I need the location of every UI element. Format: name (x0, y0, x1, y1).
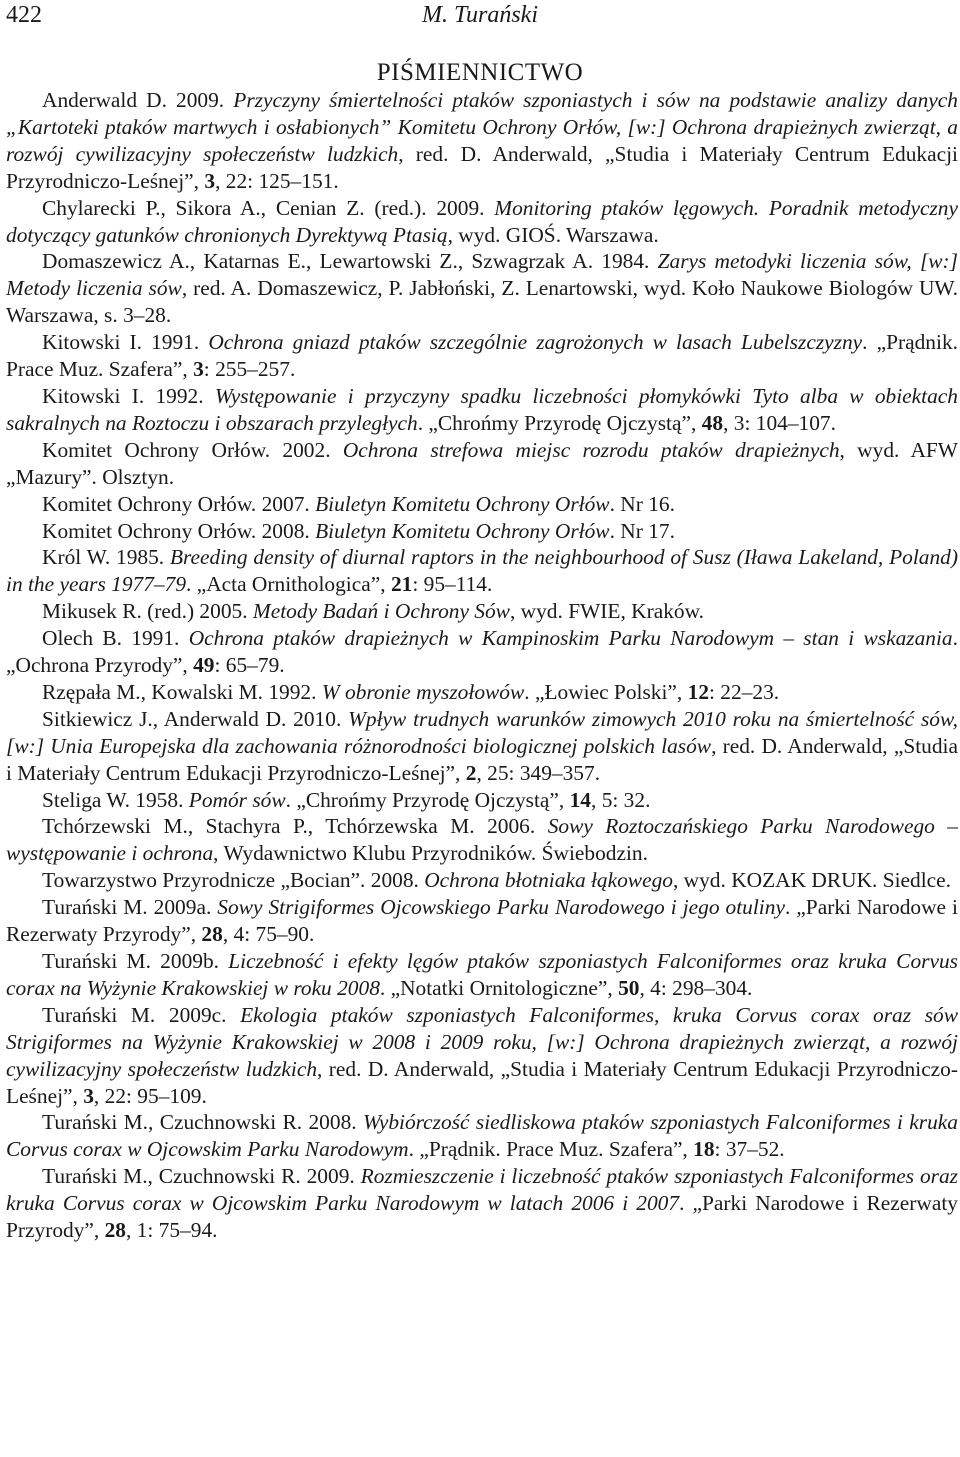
reference-pages: , 3: 104–107. (723, 410, 836, 435)
reference-title: Zarys metodyki liczenia sów, [w:] Metody liczenia sów (6, 249, 959, 301)
reference-list (6, 87, 958, 1244)
reference-authors-year: Anderwald D. 2009. (42, 88, 234, 112)
reference-authors-year: Komitet Ochrony Orłów. 2002. (42, 437, 343, 462)
reference-authors-year: Kitowski I. 1992. (42, 383, 215, 408)
reference-authors-year: Turański M. 2009a. (42, 895, 218, 920)
reference-authors-year: Turański M., Czuchnowski R. 2008. (42, 1110, 363, 1135)
reference-volume: 18 (693, 1137, 715, 1162)
reference-authors-year: Towarzystwo Przyrodnicze „Bocian”. 2008. (42, 868, 425, 893)
reference-authors-year: Mikusek R. (red.) 2005. (42, 599, 253, 624)
reference-title: W obronie myszołowów (321, 679, 525, 704)
reference-title: Ochrona strefowa miejsc rozrodu ptaków drapieżnych (342, 437, 840, 462)
reference-title: Występowanie i przyczyny spadku liczebności płomykówki Tyto alba w obiektach sakralnych na Roztoczu i obszarach przyległych (6, 383, 958, 435)
reference-pages: , 4: 298–304. (639, 975, 753, 1000)
reference-source: . „Acta Ornithologica”, (186, 572, 391, 597)
reference-title: Ekologia ptaków szponiastych Falconiformes, kruka Corvus corax oraz sów Strigiformes na Wyżynie Krakowskiej w 2008 i 2009 roku, [w:] Ochrona drapieżnych zwierząt, a rozwój cywilizacyjny społeczeństw ludzkich (6, 1002, 958, 1081)
reference-entry (6, 706, 958, 787)
reference-entry (6, 679, 958, 706)
reference-authors-year: Steliga W. 1958. (42, 787, 189, 812)
reference-title: Biuletyn Komitetu Ochrony Orłów (315, 518, 610, 543)
reference-pages: : 95–114. (412, 572, 493, 597)
reference-source: . „Parki Narodowe i Rezerwaty Przyrody”, (6, 895, 958, 947)
reference-entry (6, 894, 958, 948)
reference-pages: : 22–23. (709, 679, 780, 704)
reference-entry (6, 491, 958, 518)
reference-title: Monitoring ptaków lęgowych. Poradnik metodyczny dotyczący gatunków chronionych Dyrektywą Ptasią (6, 195, 958, 247)
page-header (0, 0, 960, 30)
reference-source: . „Chrońmy Przyrodę Ojczystą”, (417, 410, 702, 435)
reference-title: Wpływ trudnych warunków zimowych 2010 roku na śmiertelność sów, [w:] Unia Europejska dla zachowania różnorodności biologicznej polskich lasów (6, 706, 958, 758)
reference-entry (6, 625, 958, 679)
reference-pages: : 37–52. (714, 1137, 785, 1162)
reference-pages: , 22: 95–109. (93, 1083, 207, 1108)
reference-source: , Wydawnictwo Klubu Przyrodników. Świebodzin. (213, 841, 648, 866)
reference-pages: , 5: 32. (591, 787, 651, 812)
running-head-author: M. Turański (421, 2, 538, 28)
reference-entry (6, 1163, 958, 1244)
reference-entry (6, 813, 958, 867)
reference-title: Wybiórczość siedliskowa ptaków szponiastych Falconiformes i kruka Corvus corax w Ojcowskim Parku Narodowym (6, 1110, 958, 1162)
reference-title: Pomór sów (188, 787, 286, 812)
reference-entry (6, 867, 958, 894)
reference-entry (6, 248, 958, 329)
reference-source: , wyd. KOZAK DRUK. Siedlce. (672, 868, 952, 893)
reference-volume: 2 (465, 760, 477, 785)
reference-volume: 12 (687, 679, 710, 704)
reference-pages: , 1: 75–94. (126, 1218, 218, 1243)
reference-volume: 3 (193, 357, 204, 382)
reference-pages: , 25: 349–357. (476, 760, 601, 785)
reference-volume: 50 (618, 975, 640, 1000)
reference-authors-year: Domaszewicz A., Katarnas E., Lewartowski Z., Szwagrzak A. 1984. (42, 249, 658, 274)
reference-title: Breeding density of diurnal raptors in the neighbourhood of Susz (Iława Lakeland, Poland) in the years 1977–79 (6, 545, 958, 597)
reference-title: Przyczyny śmiertelności ptaków szponiastych i sów na podstawie analizy danych „Kartoteki ptaków martwych i osłabionych” Komitetu Ochrony Orłów, [w:] Ochrona drapieżnych zwierząt, a rozwój cywilizacyjny społeczeństw ludzkich (6, 88, 958, 166)
reference-source: . „Ochrona Przyrody”, (6, 626, 958, 678)
reference-source: , red. D. Anderwald, „Studia i Materiały Centrum Edukacji Przyrodniczo-Leśnej”, (6, 141, 958, 193)
reference-title: Liczebność i efekty lęgów ptaków szponiastych Falconiformes oraz kruka Corvus corax na Wyżynie Krakowskiej w roku 2008 (6, 949, 958, 1000)
reference-entry (6, 383, 958, 437)
reference-title: Biuletyn Komitetu Ochrony Orłów (315, 491, 610, 516)
reference-authors-year: Olech B. 1991. (42, 626, 189, 651)
reference-entry (6, 195, 958, 249)
reference-volume: 28 (104, 1218, 126, 1243)
reference-authors-year: Turański M., Czuchnowski R. 2009. (42, 1164, 361, 1189)
reference-source: , red. A. Domaszewicz, P. Jabłoński, Z. Lenartowski, wyd. Koło Naukowe Biologów UW. Warszawa, s. 3–28. (6, 276, 958, 328)
reference-authors-year: Chylarecki P., Sikora A., Cenian Z. (red.). 2009. (42, 195, 495, 220)
reference-authors-year: Król W. 1985. (42, 545, 170, 570)
reference-entry (6, 87, 958, 195)
section-title: PIŚMIENNICTWO (376, 59, 584, 86)
reference-volume: 14 (569, 787, 591, 812)
reference-volume: 3 (204, 168, 216, 193)
reference-entry (6, 948, 958, 1002)
reference-entry (6, 1109, 958, 1163)
reference-title: Sowy Strigiformes Ojcowskiego Parku Narodowego i jego otuliny (217, 895, 785, 920)
reference-entry (6, 598, 958, 625)
reference-volume: 48 (701, 410, 724, 435)
reference-source: . „Prądnik. Prace Muz. Szafera”, (408, 1137, 694, 1162)
reference-title: Rozmieszczenie i liczebność ptaków szponiastych Falconiformes oraz kruka Corvus corax w Ojcowskim Parku Narodowym w latach 2006 i 2007 (6, 1164, 958, 1216)
page-number: 422 (6, 2, 42, 28)
reference-entry (6, 329, 958, 383)
reference-entry (6, 518, 958, 545)
reference-authors-year: Tchórzewski M., Stachyra P., Tchórzewska M. 2006. (42, 814, 548, 839)
reference-pages: : 255–257. (203, 357, 296, 382)
reference-authors-year: Turański M. 2009b. (42, 949, 229, 973)
reference-authors-year: Turański M. 2009c. (42, 1002, 241, 1027)
reference-title: Metody Badań i Ochrony Sów (252, 599, 510, 624)
reference-title: Ochrona gniazd ptaków szczególnie zagrożonych w lasach Lubelszczyzny (208, 330, 863, 355)
reference-volume: 28 (201, 922, 223, 947)
reference-source: , wyd. FWIE, Kraków. (509, 599, 705, 624)
reference-entry (6, 437, 958, 491)
reference-volume: 3 (83, 1083, 94, 1108)
reference-entry (6, 544, 958, 598)
reference-pages: : 65–79. (214, 653, 285, 678)
reference-source: , red. D. Anderwald, „Studia i Materiały Centrum Edukacji Przyrodniczo-Leśnej”, (6, 733, 958, 785)
reference-source: . „Chrońmy Przyrodę Ojczystą”, (285, 787, 570, 812)
reference-title: Ochrona błotniaka łąkowego (424, 868, 673, 893)
reference-source: . „Parki Narodowe i Rezerwaty Przyrody”, (6, 1191, 958, 1243)
reference-authors-year: Kitowski I. 1991. (42, 330, 209, 355)
reference-authors-year: Rzępała M., Kowalski M. 1992. (42, 679, 322, 704)
reference-authors-year: Komitet Ochrony Orłów. 2007. (42, 491, 316, 516)
reference-source: . Nr 16. (609, 491, 675, 516)
reference-source: . „Notatki Ornitologiczne”, (379, 975, 619, 1000)
reference-source: , red. D. Anderwald, „Studia i Materiały Centrum Edukacji Przyrodniczo-Leśnej”, (6, 1056, 958, 1108)
reference-entry (6, 787, 958, 814)
reference-source: , wyd. GIOŚ. Warszawa. (447, 222, 659, 247)
reference-pages: , 4: 75–90. (222, 922, 315, 947)
reference-entry (6, 1002, 958, 1110)
reference-volume: 49 (193, 653, 215, 678)
reference-source: . „Łowiec Polski”, (524, 679, 688, 704)
reference-title: Ochrona ptaków drapieżnych w Kampinoskim Parku Narodowym – stan i wskazania (188, 626, 953, 651)
reference-volume: 21 (390, 572, 413, 597)
reference-authors-year: Sitkiewicz J., Anderwald D. 2010. (42, 706, 349, 731)
reference-source: . Nr 17. (609, 518, 675, 543)
reference-pages: , 22: 125–151. (215, 168, 339, 193)
reference-title: Sowy Roztoczańskiego Parku Narodowego – występowanie i ochrona (6, 814, 959, 866)
reference-source: , wyd. AFW „Mazury”. Olsztyn. (6, 437, 958, 489)
reference-source: . „Prądnik. Prace Muz. Szafera”, (6, 330, 958, 382)
reference-authors-year: Komitet Ochrony Orłów. 2008. (42, 518, 316, 543)
